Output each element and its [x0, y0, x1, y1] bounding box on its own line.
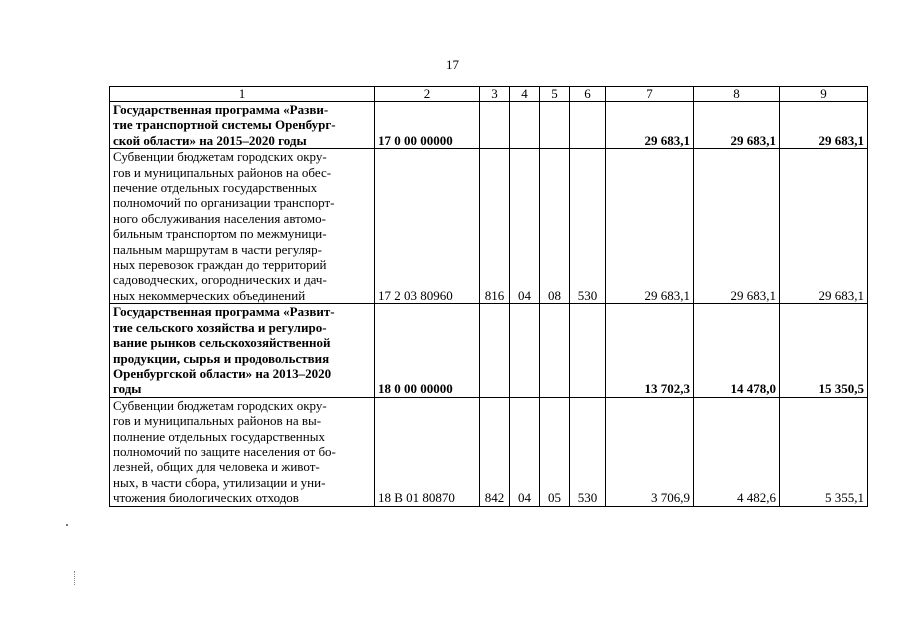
admin-code-cell: 816: [480, 149, 510, 304]
row-name-line: лезней, общих для человека и живот-: [113, 459, 320, 475]
row-name-cell: [110, 149, 375, 304]
row-name-cell: [110, 102, 375, 149]
amount-col-7: 3 706,9: [606, 397, 694, 506]
header-col-5: 5: [540, 87, 570, 102]
table-row: [110, 149, 868, 304]
section-cell: [510, 102, 540, 149]
page-number: 17: [446, 57, 459, 72]
budget-table: [109, 86, 868, 507]
table-header-row: [110, 87, 868, 102]
section-cell: [510, 304, 540, 397]
table-row: [110, 397, 868, 506]
expense-type-cell: [570, 102, 606, 149]
header-col-4: 4: [510, 87, 540, 102]
amount-col-7: 13 702,3: [606, 304, 694, 397]
subsection-cell: 05: [540, 397, 570, 506]
header-col-7: 7: [606, 87, 694, 102]
row-name-line: гов и муниципальных районов на обес-: [113, 164, 332, 180]
row-name-cell: [110, 397, 375, 506]
amount-col-8: 29 683,1: [694, 149, 780, 304]
row-name-line: годы: [113, 381, 142, 397]
row-name-cell: [110, 304, 375, 397]
header-col-2: 2: [375, 87, 480, 102]
row-name-line: Государственная программа «Разви-: [113, 102, 329, 117]
subsection-cell: [540, 304, 570, 397]
code-cell: 18 В 01 80870: [375, 397, 480, 506]
expense-type-cell: 530: [570, 397, 606, 506]
row-name-line: Оренбургской области» на 2013–2020: [113, 365, 332, 381]
scan-mark: [66, 524, 68, 526]
amount-col-7: 29 683,1: [606, 102, 694, 149]
header-col-9: 9: [780, 87, 868, 102]
amount-col-9: 29 683,1: [780, 149, 868, 304]
admin-code-cell: [480, 102, 510, 149]
row-name-line: Субвенции бюджетам городских окру-: [113, 397, 327, 413]
header-col-3: 3: [480, 87, 510, 102]
amount-col-9: 5 355,1: [780, 397, 868, 506]
row-name-line: ного обслуживания населения автомо-: [113, 210, 326, 226]
amount-col-7: 29 683,1: [606, 149, 694, 304]
row-name-line: полномочий по защите населения от бо-: [113, 443, 336, 459]
amount-col-8: 29 683,1: [694, 102, 780, 149]
header-col-1: 1: [110, 87, 375, 102]
section-cell: 04: [510, 397, 540, 506]
table-row: [110, 102, 868, 149]
row-name-line: полномочий по организации транспорт-: [113, 195, 335, 211]
code-cell: 17 0 00 00000: [375, 102, 480, 149]
amount-col-8: 14 478,0: [694, 304, 780, 397]
row-name-line: садоводческих, огороднических и дач-: [113, 272, 327, 288]
row-name-line: тие сельского хозяйства и регулиро-: [113, 319, 327, 335]
code-cell: 17 2 03 80960: [375, 149, 480, 304]
admin-code-cell: [480, 304, 510, 397]
amount-col-9: 15 350,5: [780, 304, 868, 397]
table-body: [110, 102, 868, 507]
subsection-cell: [540, 102, 570, 149]
row-name-line: тие транспортной системы Оренбург-: [113, 117, 336, 133]
row-name-line: чтожения биологических отходов: [113, 490, 299, 506]
subsection-cell: 08: [540, 149, 570, 304]
table-row: [110, 304, 868, 397]
amount-col-8: 4 482,6: [694, 397, 780, 506]
row-name-line: ных некоммерческих объединений: [113, 287, 306, 303]
header-col-8: 8: [694, 87, 780, 102]
row-name-line: печение отдельных государственных: [113, 180, 318, 196]
row-name-line: бильным транспортом по межмуници-: [113, 226, 327, 242]
header-col-6: 6: [570, 87, 606, 102]
row-name-line: пальным маршрутам в части регуляр-: [113, 241, 322, 257]
row-name-line: ных, в части сбора, утилизации и уни-: [113, 474, 326, 490]
scan-mark: [74, 571, 77, 585]
row-name-line: гов и муниципальных районов на вы-: [113, 413, 322, 429]
row-name-line: продукции, сырья и продовольствия: [113, 350, 330, 366]
row-name-line: вание рынков сельскохозяйственной: [113, 335, 331, 351]
row-name-line: Государственная программа «Развит-: [113, 304, 335, 320]
amount-col-9: 29 683,1: [780, 102, 868, 149]
admin-code-cell: 842: [480, 397, 510, 506]
row-name-line: ской области» на 2015–2020 годы: [113, 132, 307, 148]
expense-type-cell: [570, 304, 606, 397]
row-name-line: ных перевозок граждан до территорий: [113, 257, 327, 273]
code-cell: 18 0 00 00000: [375, 304, 480, 397]
expense-type-cell: 530: [570, 149, 606, 304]
section-cell: 04: [510, 149, 540, 304]
row-name-line: Субвенции бюджетам городских окру-: [113, 149, 327, 165]
row-name-line: полнение отдельных государственных: [113, 428, 325, 444]
